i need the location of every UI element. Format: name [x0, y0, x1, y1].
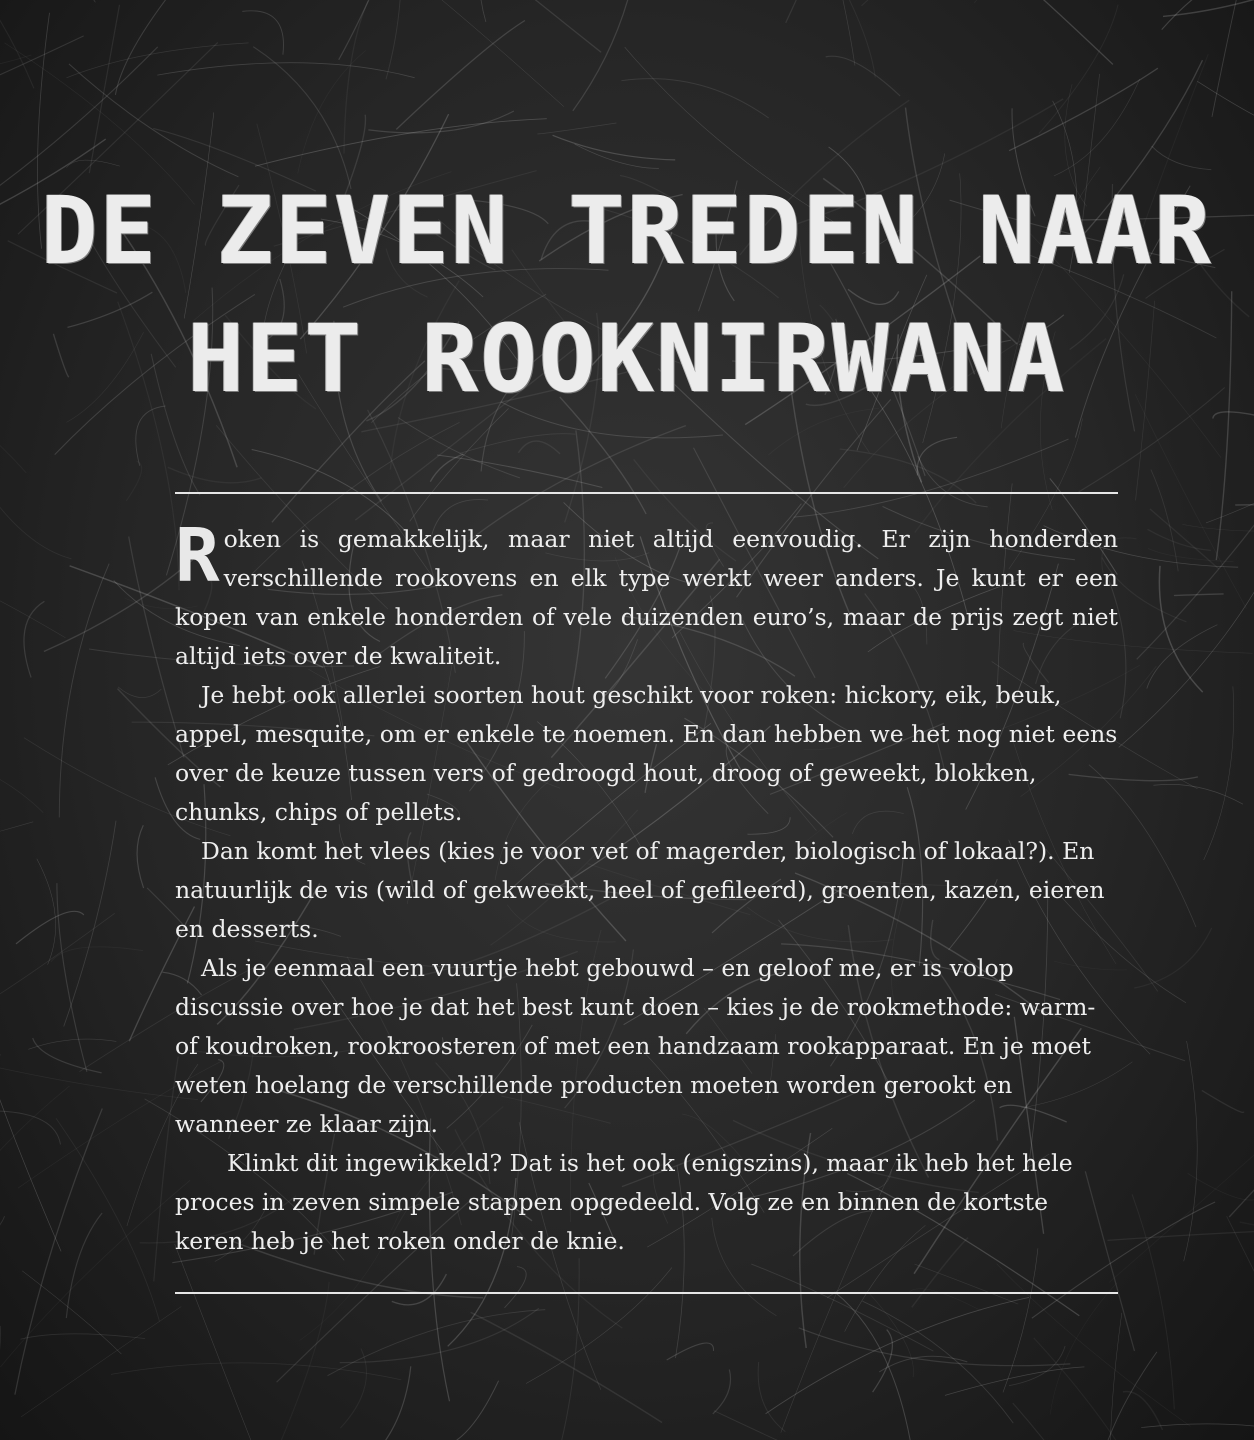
title-line-1: DE ZEVEN TREDEN NAAR: [41, 177, 1213, 286]
paragraph-4: Als je eenmaal een vuurtje hebt gebouwd – en geloof me, er is volop discussie over hoe je dat het best kunt doen – kies je de rookmethode: warm- of koudroken, rookroosteren of met een handzaam rookapparaat. En je moet weten hoelang de verschillende producten moeten worden gerookt en wanneer ze klaar zijn.: [175, 954, 1096, 1138]
paragraph-2: Je hebt ook allerlei soorten hout geschikt voor roken: hickory, eik, beuk, appel, mesquite, om er enkele te noemen. En dan hebben we het nog niet eens over de keuze tussen vers of gedroogd hout, droog of geweekt, blokken, chunks, chips of pellets.: [175, 681, 1118, 826]
paragraph-3: Dan komt het vlees (kies je voor vet of magerder, biologisch of lokaal?). En natuurlijk de vis (wild of gekweekt, heel of gefileerd), groenten, kazen, eieren en desserts.: [175, 837, 1105, 943]
top-divider: [175, 492, 1118, 494]
paragraph-5: Klinkt dit ingewikkeld? Dat is het ook (enigszins), maar ik heb het hele proces in zeven simpele stappen opgedeeld. Volg ze en binnen de kortste keren heb je het roken onder de knie.: [175, 1149, 1073, 1255]
drop-cap: R: [175, 513, 220, 599]
paragraph-1-text: oken is gemakkelijk, maar niet altijd eenvoudig. Er zijn honderden verschillende rookovens en elk type werkt weer anders. Je kunt er een kopen van enkele honderden of vele duizenden euro’s, maar de prijs zegt niet altijd iets over de kwaliteit.: [175, 525, 1118, 670]
intro-text: [175, 513, 1118, 1261]
page-title: [0, 168, 1254, 424]
bottom-divider: [175, 1292, 1118, 1294]
title-line-2: HET ROOKNIRWANA: [187, 305, 1067, 414]
paragraph-1: [175, 513, 1118, 676]
